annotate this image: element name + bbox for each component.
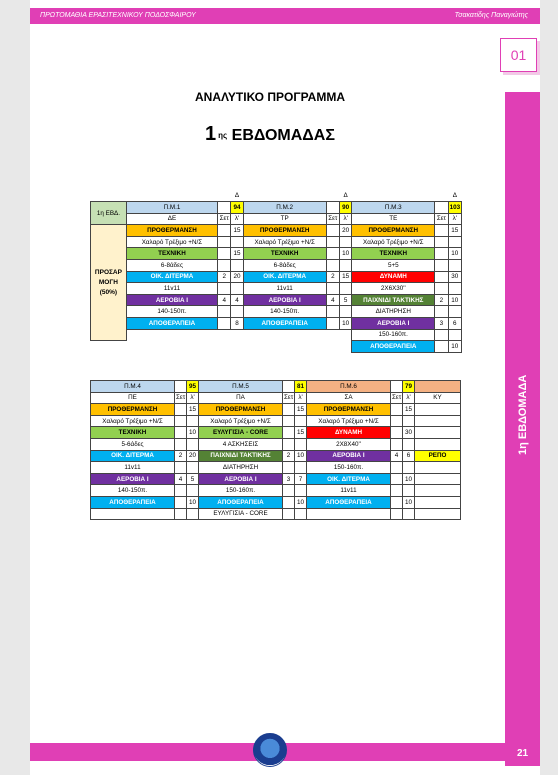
lambda-cell: [187, 485, 199, 497]
activity-cell: 11v11: [243, 283, 326, 295]
activity-cell: Χαλαρό Τρέξιμο +Ν/Σ: [243, 236, 326, 248]
lambda-cell: [403, 462, 415, 474]
lambda-cell: 10: [187, 496, 199, 508]
page-number: 21: [505, 740, 540, 766]
activity-cell: 140-150π.: [243, 306, 326, 318]
day-label: ΣΑ: [307, 392, 391, 404]
lambda-cell: 10: [448, 341, 461, 353]
lambda-cell: 10: [295, 450, 307, 462]
set-cell: [326, 260, 339, 272]
activity-cell: ΑΕΡΟΒΙΑ Ι: [352, 318, 435, 330]
activity-cell: 2Χ6Χ30'': [352, 283, 435, 295]
sunday-cell: [415, 438, 461, 450]
activity-cell: ΤΕΧΝΙΚΗ: [243, 248, 326, 260]
lambda-cell: 10: [448, 294, 461, 306]
activity-cell: ΠΡΟΘΕΡΜΑΝΣΗ: [91, 404, 175, 416]
sunday-cell: [415, 462, 461, 474]
lambda-header: λ': [187, 392, 199, 404]
activity-row: [91, 462, 461, 474]
activity-cell: 150-160π.: [307, 462, 391, 474]
activity-cell: ΑΠΟΘΕΡΑΠΕΙΑ: [352, 341, 435, 353]
activity-cell: [126, 329, 217, 341]
set-header: Σετ: [283, 392, 295, 404]
lambda-cell: 30: [403, 427, 415, 439]
activity-cell: ΑΠΟΘΕΡΑΠΕΙΑ: [126, 318, 217, 330]
set-cell: [391, 508, 403, 520]
sunday-cell: [415, 485, 461, 497]
activity-row: [91, 404, 461, 416]
set-cell: [435, 306, 448, 318]
activity-cell: [243, 341, 326, 353]
activity-cell: ΠΡΟΘΕΡΜΑΝΣΗ: [243, 225, 326, 237]
set-cell: [391, 485, 403, 497]
activity-cell: ΟΙΚ. ΔΙΤΕΡΜΑ: [307, 473, 391, 485]
lambda-cell: [231, 283, 243, 295]
set-cell: 2: [326, 271, 339, 283]
activity-cell: ΟΙΚ. ΔΙΤΕΡΜΑ: [243, 271, 326, 283]
session-load: 79: [403, 381, 415, 393]
set-cell: 4: [218, 294, 231, 306]
lambda-cell: 20: [187, 450, 199, 462]
set-cell: [218, 248, 231, 260]
lambda-cell: [187, 415, 199, 427]
lambda-cell: [187, 462, 199, 474]
lambda-header: λ': [448, 213, 461, 225]
day-label: ΔΕ: [126, 213, 217, 225]
set-cell: 4: [175, 473, 187, 485]
sunday-cell: [415, 427, 461, 439]
set-cell: [391, 427, 403, 439]
set-cell: [218, 318, 231, 330]
lambda-cell: [295, 415, 307, 427]
lambda-cell: 15: [231, 248, 243, 260]
set-cell: 2: [175, 450, 187, 462]
session-load: 95: [187, 381, 199, 393]
activity-cell: 11v11: [126, 283, 217, 295]
lambda-cell: [231, 306, 243, 318]
lambda-cell: 20: [231, 271, 243, 283]
activity-row: [91, 341, 462, 353]
set-cell: [218, 236, 231, 248]
lambda-cell: [448, 260, 461, 272]
lambda-cell: 7: [295, 473, 307, 485]
set-cell: [283, 485, 295, 497]
set-header: Σετ: [391, 392, 403, 404]
lambda-cell: 6: [403, 450, 415, 462]
activity-cell: [243, 329, 326, 341]
delta-label: Δ: [234, 192, 240, 200]
session-load: 81: [295, 381, 307, 393]
set-cell: [283, 462, 295, 474]
week-badge: 01: [500, 38, 537, 72]
activity-row: [91, 508, 461, 520]
lambda-cell: [448, 236, 461, 248]
set-cell: [391, 404, 403, 416]
header-left: ΠΡΩΤΟΜΑΘΙΑ ΕΡΑΣΙΤΕΧΝΙΚΟΥ ΠΟΔΟΣΦΑΙΡΟΥ: [40, 12, 196, 19]
activity-row: [91, 306, 462, 318]
activity-cell: ΑΠΟΘΕΡΑΠΕΙΑ: [243, 318, 326, 330]
delta-label: Δ: [452, 192, 457, 200]
set-cell: [435, 283, 448, 295]
session-label: Π.Μ.2: [243, 202, 326, 214]
lambda-header: λ': [403, 392, 415, 404]
activity-cell: ΑΕΡΟΒΙΑ Ι: [307, 450, 391, 462]
activity-cell: [126, 341, 217, 353]
sunday-cell: [415, 404, 461, 416]
side-label: 1η ΕΒΔΟΜΑΔΑ: [517, 374, 529, 456]
set-cell: [175, 485, 187, 497]
activity-cell: Χαλαρό Τρέξιμο +Ν/Σ: [352, 236, 435, 248]
activity-cell: ΟΙΚ. ΔΙΤΕΡΜΑ: [126, 271, 217, 283]
activity-row: [91, 329, 462, 341]
delta-label: Δ: [343, 192, 348, 200]
lambda-cell: [339, 306, 351, 318]
activity-row: [91, 294, 462, 306]
lambda-cell: [187, 438, 199, 450]
lambda-cell: [339, 341, 351, 353]
activity-cell: 5+5: [352, 260, 435, 272]
set-cell: [218, 341, 231, 353]
activity-cell: ΠΡΟΘΕΡΜΑΝΣΗ: [352, 225, 435, 237]
subtitle-number: 1: [205, 123, 217, 145]
activity-row: [91, 283, 462, 295]
lambda-cell: [403, 485, 415, 497]
lambda-cell: [231, 329, 243, 341]
day-label: ΠΕ: [91, 392, 175, 404]
activity-cell: [307, 508, 391, 520]
lambda-cell: 15: [295, 404, 307, 416]
activity-row: [91, 260, 462, 272]
set-cell: [326, 329, 339, 341]
lambda-cell: [187, 508, 199, 520]
lambda-cell: 15: [403, 404, 415, 416]
set-cell: [326, 248, 339, 260]
activity-cell: 140-150π.: [126, 306, 217, 318]
activity-cell: 4 ΑΣΚΗΣΕΙΣ: [199, 438, 283, 450]
lambda-cell: 15: [187, 404, 199, 416]
set-cell: [435, 236, 448, 248]
set-cell: 4: [391, 450, 403, 462]
lambda-cell: [448, 329, 461, 341]
set-cell: [175, 496, 187, 508]
set-cell: [218, 260, 231, 272]
lambda-cell: 10: [339, 318, 351, 330]
header-right: Τσακατίδης Παναγιώτης: [454, 12, 528, 19]
activity-cell: ΑΕΡΟΒΙΑ Ι: [91, 473, 175, 485]
day-label: ΤΡ: [243, 213, 326, 225]
lambda-cell: 30: [448, 271, 461, 283]
delta-row: [91, 190, 462, 202]
session-label: Π.Μ.5: [199, 381, 283, 393]
activity-cell: 2Χ8Χ40'': [307, 438, 391, 450]
activity-cell: ΑΕΡΟΒΙΑ Ι: [126, 294, 217, 306]
set-header: Σετ: [218, 213, 231, 225]
lambda-cell: 10: [295, 496, 307, 508]
set-cell: [391, 462, 403, 474]
set-cell: [326, 341, 339, 353]
set-cell: 2: [218, 271, 231, 283]
lambda-cell: 6: [448, 318, 461, 330]
pm-row: [91, 381, 461, 393]
set-cell: [175, 508, 187, 520]
activity-cell: Χαλαρό Τρέξιμο +Ν/Σ: [91, 415, 175, 427]
lambda-cell: [295, 508, 307, 520]
session-load: 103: [448, 202, 461, 214]
set-cell: [175, 415, 187, 427]
sunday-cell: [415, 415, 461, 427]
activity-row: [91, 225, 462, 237]
set-header: Σετ: [435, 213, 448, 225]
lambda-cell: [339, 283, 351, 295]
set-cell: [391, 438, 403, 450]
set-cell: [283, 438, 295, 450]
lambda-cell: [448, 306, 461, 318]
session-label: Π.Μ.6: [307, 381, 391, 393]
activity-cell: ΑΠΟΘΕΡΑΠΕΙΑ: [199, 496, 283, 508]
activity-cell: ΠΑΙΧΝΙΔΙ ΤΑΚΤΙΚΗΣ: [199, 450, 283, 462]
lambda-cell: [339, 236, 351, 248]
set-cell: [218, 329, 231, 341]
lambda-cell: 5: [339, 294, 351, 306]
lambda-cell: 10: [403, 496, 415, 508]
lambda-cell: 15: [448, 225, 461, 237]
activity-cell: Χαλαρό Τρέξιμο +Ν/Σ: [199, 415, 283, 427]
set-cell: [218, 283, 231, 295]
lambda-cell: 10: [187, 427, 199, 439]
set-cell: [435, 248, 448, 260]
set-header: Σετ: [175, 392, 187, 404]
set-cell: [326, 318, 339, 330]
subtitle-text: ΕΒΔΟΜΑΔΑΣ: [231, 127, 335, 144]
activity-cell: ΑΕΡΟΒΙΑ Ι: [199, 473, 283, 485]
page-title: ΑΝΑΛΥΤΙΚΟ ΠΡΟΓΡΑΜΜΑ: [194, 90, 346, 104]
lambda-cell: 8: [231, 318, 243, 330]
set-header: Σετ: [326, 213, 339, 225]
empty-cell: [91, 341, 127, 353]
session-load: 94: [231, 202, 243, 214]
activity-cell: 140-150π.: [91, 485, 175, 497]
activity-row: [91, 473, 461, 485]
day-row: [91, 392, 461, 404]
set-cell: [218, 225, 231, 237]
activity-cell: ΤΕΧΝΙΚΗ: [126, 248, 217, 260]
set-cell: [435, 225, 448, 237]
phase-label: ΠΡΟΣΑΡ ΜΟΓΗ (50%): [91, 225, 127, 341]
set-cell: [283, 404, 295, 416]
activity-cell: 11v11: [91, 462, 175, 474]
sunday-cell: [415, 473, 461, 485]
set-cell: [326, 236, 339, 248]
set-cell: [391, 473, 403, 485]
lambda-cell: [231, 260, 243, 272]
sunday-cell: [415, 508, 461, 520]
lambda-cell: 15: [231, 225, 243, 237]
activity-row: [91, 427, 461, 439]
lambda-cell: 10: [448, 248, 461, 260]
lambda-header: λ': [339, 213, 351, 225]
set-cell: 4: [326, 294, 339, 306]
day-label: ΠΑ: [199, 392, 283, 404]
lambda-cell: [403, 415, 415, 427]
set-cell: 3: [435, 318, 448, 330]
activity-cell: 6-8άδες: [243, 260, 326, 272]
set-cell: [435, 271, 448, 283]
activity-row: [91, 318, 462, 330]
set-cell: [283, 508, 295, 520]
set-cell: [283, 496, 295, 508]
lambda-cell: 5: [187, 473, 199, 485]
set-cell: [326, 225, 339, 237]
activity-cell: ΔΙΑΤΗΡΗΣΗ: [199, 462, 283, 474]
pm-row: [91, 202, 462, 214]
activity-cell: Χαλαρό Τρέξιμο +Ν/Σ: [126, 236, 217, 248]
lambda-cell: 20: [339, 225, 351, 237]
week-label: 1η ΕΒΔ.: [91, 202, 127, 225]
lambda-cell: [231, 341, 243, 353]
activity-cell: Χαλαρό Τρέξιμο +Ν/Σ: [307, 415, 391, 427]
activity-cell: ΕΥΛΥΓΙΣΙΑ - CORE: [199, 427, 283, 439]
activity-cell: ΑΠΟΘΕΡΑΠΕΙΑ: [91, 496, 175, 508]
lambda-cell: 15: [339, 271, 351, 283]
lambda-cell: [295, 485, 307, 497]
set-cell: [175, 438, 187, 450]
lambda-cell: [231, 236, 243, 248]
set-cell: [175, 462, 187, 474]
club-logo-icon: [253, 733, 287, 767]
activity-cell: ΕΥΛΥΓΙΣΙΑ - CORE: [199, 508, 283, 520]
activity-cell: ΔΙΑΤΗΡΗΣΗ: [352, 306, 435, 318]
set-cell: 3: [283, 473, 295, 485]
page-subtitle: [190, 123, 350, 146]
activity-cell: [91, 508, 175, 520]
activity-cell: ΟΙΚ. ΔΙΤΕΡΜΑ: [91, 450, 175, 462]
activity-cell: ΔΥΝΑΜΗ: [352, 271, 435, 283]
rest-day-label: ΡΕΠΟ: [415, 450, 461, 462]
lambda-cell: [403, 438, 415, 450]
session-label: Π.Μ.4: [91, 381, 175, 393]
set-cell: [391, 415, 403, 427]
activity-row: [91, 485, 461, 497]
activity-cell: ΠΡΟΘΕΡΜΑΝΣΗ: [307, 404, 391, 416]
set-cell: [175, 427, 187, 439]
set-cell: [175, 404, 187, 416]
lambda-cell: 10: [403, 473, 415, 485]
set-cell: [283, 427, 295, 439]
day-label: ΚΥ: [415, 392, 461, 404]
set-cell: [326, 283, 339, 295]
header-bar: [30, 8, 540, 24]
session-load: 90: [339, 202, 351, 214]
activity-row: [91, 415, 461, 427]
activity-row: [91, 271, 462, 283]
activity-cell: ΠΡΟΘΕΡΜΑΝΣΗ: [126, 225, 217, 237]
set-cell: [435, 341, 448, 353]
activity-cell: ΑΠΟΘΕΡΑΠΕΙΑ: [307, 496, 391, 508]
day-row: [91, 213, 462, 225]
lambda-cell: 10: [339, 248, 351, 260]
lambda-cell: [403, 508, 415, 520]
schedule-table-week-part1: [90, 190, 462, 353]
lambda-header: λ': [295, 392, 307, 404]
activity-cell: ΑΕΡΟΒΙΑ Ι: [243, 294, 326, 306]
activity-cell: ΤΕΧΝΙΚΗ: [352, 248, 435, 260]
activity-row: [91, 496, 461, 508]
activity-row: [91, 236, 462, 248]
activity-cell: ΔΥΝΑΜΗ: [307, 427, 391, 439]
session-label: Π.Μ.1: [126, 202, 217, 214]
activity-row: [91, 248, 462, 260]
activity-cell: 150-160π.: [199, 485, 283, 497]
set-cell: [435, 329, 448, 341]
subtitle-sup: ης: [218, 131, 228, 140]
lambda-cell: [295, 462, 307, 474]
set-cell: 2: [435, 294, 448, 306]
lambda-cell: [448, 283, 461, 295]
lambda-cell: 15: [295, 427, 307, 439]
activity-row: [91, 438, 461, 450]
activity-cell: 5-6άδες: [91, 438, 175, 450]
activity-cell: 11v11: [307, 485, 391, 497]
set-cell: [326, 306, 339, 318]
activity-cell: 150-160π.: [352, 329, 435, 341]
activity-cell: 6-8άδες: [126, 260, 217, 272]
lambda-cell: 4: [231, 294, 243, 306]
sunday-cell: [415, 496, 461, 508]
set-cell: 2: [283, 450, 295, 462]
set-cell: [391, 496, 403, 508]
activity-cell: ΠΡΟΘΕΡΜΑΝΣΗ: [199, 404, 283, 416]
set-cell: [218, 306, 231, 318]
set-cell: [283, 415, 295, 427]
session-label: Π.Μ.3: [352, 202, 435, 214]
lambda-cell: [339, 260, 351, 272]
lambda-header: λ': [231, 213, 243, 225]
lambda-cell: [295, 438, 307, 450]
lambda-cell: [339, 329, 351, 341]
day-label: ΤΕ: [352, 213, 435, 225]
activity-row: [91, 450, 461, 462]
activity-cell: ΠΑΙΧΝΙΔΙ ΤΑΚΤΙΚΗΣ: [352, 294, 435, 306]
schedule-table-week-part2: [90, 380, 461, 520]
set-cell: [435, 260, 448, 272]
activity-cell: ΤΕΧΝΙΚΗ: [91, 427, 175, 439]
